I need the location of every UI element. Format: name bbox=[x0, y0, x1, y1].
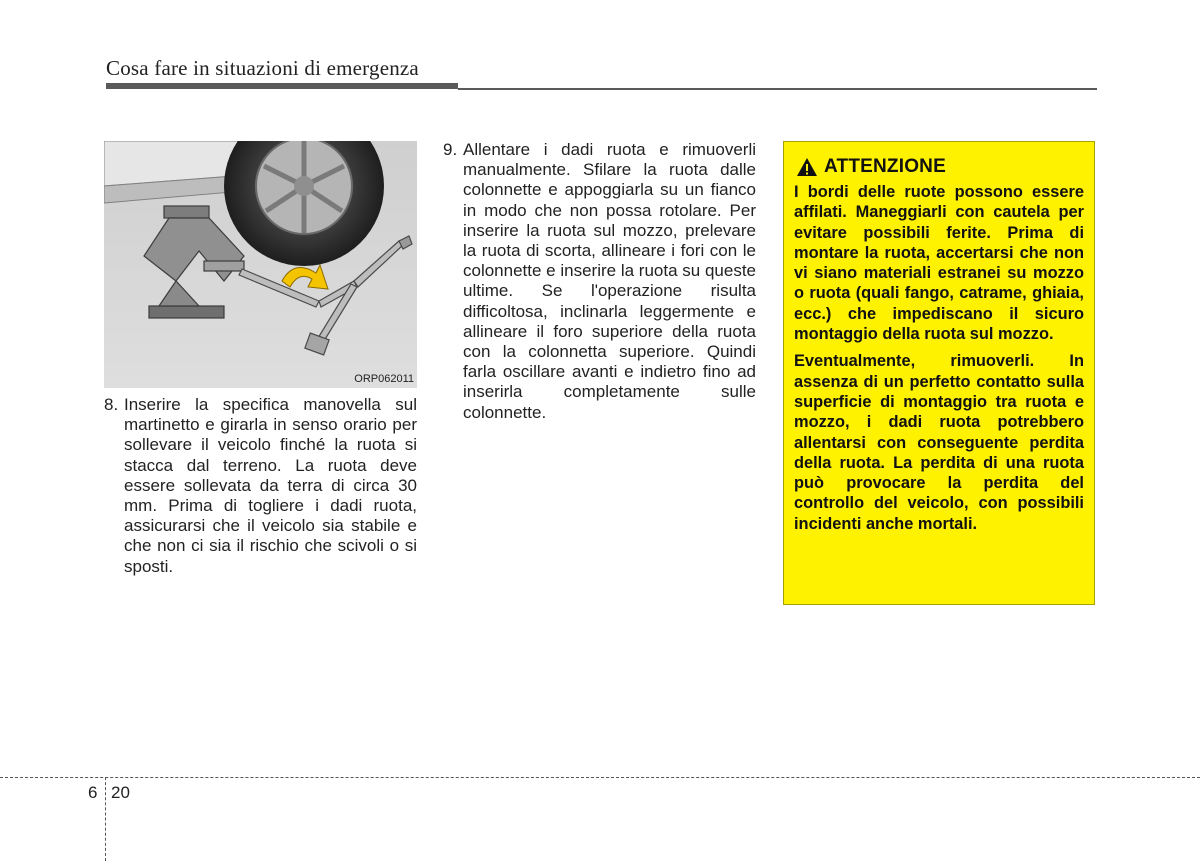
warning-paragraph: I bordi delle ruote possono essere affilati. Maneggiarli con cautela per evitare possibili ferite. Prima di montare la ruota, accertarsi che non vi siano materiali estranei su mozzo o ruota (quali fango, catrame, ghiaia, ecc.) che impediscano il sicuro montaggio della ruota sul mozzo. bbox=[794, 183, 1084, 344]
warning-title: ATTENZIONE bbox=[824, 156, 946, 177]
warning-triangle-icon bbox=[796, 157, 818, 177]
page-header-title: Cosa fare in situazioni di emergenza bbox=[106, 56, 419, 80]
footer-rule bbox=[0, 777, 1200, 778]
figure-code: ORP062011 bbox=[354, 373, 414, 385]
instruction-step-9 bbox=[443, 140, 756, 423]
step-text: Allentare i dadi ruota e rimuoverli manualmente. Sfilare la ruota dalle colonnette e appoggiarla su un fianco in modo che non possa rotolare. Per inserire la ruota sul mozzo, prelevare la ruota di scorta, allineare i fori con le colonnette e inserire la ruota su queste ultime. Se l'operazione risulta difficoltosa, inclinarla leggermente e allineare il foro superiore della ruota con la colonnetta superiore. Quindi farla oscillare avanti e indietro fino ad inserirla completamente sulle colonnette. bbox=[463, 140, 756, 422]
warning-box bbox=[783, 141, 1095, 605]
warning-paragraph: Eventualmente, rimuoverli. In assenza di un perfetto contatto sulla superficie di montaggio tra ruota e mozzo, i dadi ruota potrebbero allentarsi con conseguente perdita della ruota. La perdita di una ruota può provocare la perdita del controllo del veicolo, con possibili incidenti anche mortali. bbox=[794, 352, 1084, 533]
step-number: 8. bbox=[104, 395, 119, 414]
footer-divider bbox=[105, 777, 106, 861]
header-rule bbox=[106, 83, 458, 89]
header-rule-thin bbox=[458, 88, 1097, 90]
section-number: 6 bbox=[88, 783, 98, 802]
jack-illustration bbox=[104, 141, 417, 388]
instruction-step-8 bbox=[104, 395, 417, 577]
warning-body bbox=[794, 182, 1084, 534]
step-text: Inserire la specifica manovella sul martinetto e girarla in senso orario per sollevare il veicolo finché la ruota si stacca dal terreno. La ruota deve essere sollevata da terra di circa 30 mm. Prima di togliere i dadi ruota, assicurarsi che il veicolo sia stabile e che non ci sia il rischio che scivoli o si sposti. bbox=[124, 395, 417, 576]
step-number: 9. bbox=[443, 140, 458, 159]
page-number: 20 bbox=[111, 783, 130, 802]
jack-and-wheel-illustration bbox=[104, 141, 417, 388]
warning-header bbox=[796, 156, 946, 178]
